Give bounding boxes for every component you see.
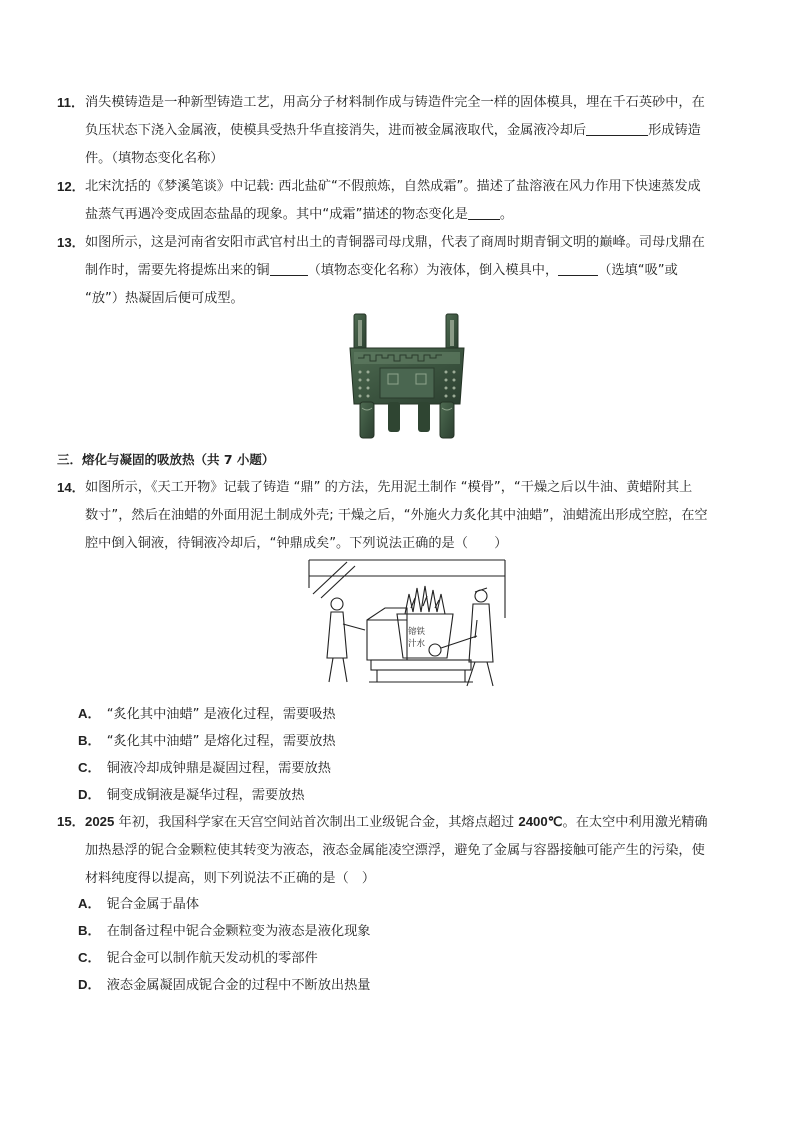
question-number: 15． [57, 814, 85, 829]
option-b[interactable] [78, 921, 370, 942]
temperature-text: 2400℃ [518, 814, 563, 829]
option-a[interactable] [78, 894, 199, 915]
question-text-line: 件。（填物态变化名称） [85, 151, 224, 166]
option-letter: B． [78, 923, 101, 938]
question-text-line: “放”）热凝固后便可成型。 [85, 291, 244, 306]
question-number: 14． [57, 480, 85, 495]
year-text: 2025 [85, 814, 115, 829]
question-text-line: 数寸”，然后在油蜡的外面用泥土制成外壳; 干燥之后，“外施火力炙化其中油蜡”，油蜡流出形成空腔，在空 [85, 508, 708, 523]
option-text: “炙化其中油蜡” 是液化过程，需要吸热 [106, 707, 336, 722]
bronze-ding-illustration [348, 312, 466, 442]
option-letter: A． [78, 896, 101, 911]
question-text-line: 如图所示，《天工开物》记载了铸造 “鼎” 的方法，先用泥土制作 “模骨”，“干燥之后以牛油、黄蜡附其上 [85, 480, 693, 495]
text-span: 。 [499, 207, 514, 222]
option-letter: D． [78, 977, 101, 992]
answer-blank[interactable] [586, 121, 648, 136]
option-c[interactable] [78, 948, 318, 969]
question-14 [57, 474, 747, 558]
question-number: 11． [57, 95, 85, 110]
question-text-line [57, 257, 747, 285]
option-letter: C． [78, 950, 101, 965]
option-text: 铌合金属于晶体 [106, 897, 200, 912]
option-letter: D． [78, 787, 101, 802]
option-text: 铌合金可以制作航天发动机的零部件 [106, 951, 318, 966]
text-span: 负压状态下浇入金属液，使模具受热升华直接消失，进而被金属液取代，金属液冷却后 [85, 123, 587, 138]
option-d[interactable] [78, 975, 370, 996]
question-text-line: 北宋沈括的《梦溪笔谈》中记载: 西北盐矿“不假煎炼，自然成霜”。描述了盐溶液在风力作用下快速蒸发成 [85, 179, 701, 194]
option-d[interactable] [78, 785, 305, 806]
option-text: “炙化其中油蜡” 是熔化过程，需要放热 [106, 734, 336, 749]
option-letter: A． [78, 706, 101, 721]
question-text-line: 消失模铸造是一种新型铸造工艺，用高分子材料制作成与铸造件完全一样的固体模具，埋在千石英砂中，在 [85, 95, 705, 110]
option-text: 液态金属凝固成铌合金的过程中不断放出热量 [106, 978, 371, 993]
text-span: （填物态变化名称）为液体，倒入模具中， [307, 263, 559, 278]
question-text-line [57, 201, 747, 229]
bronze-ding-image [348, 312, 466, 442]
question-number: 13． [57, 235, 85, 250]
text-span: 形成铸造 [648, 123, 701, 138]
casting-illustration [307, 558, 507, 692]
option-letter: C． [78, 760, 101, 775]
option-b[interactable] [78, 731, 336, 752]
text-span: （选填“吸”或 [598, 263, 678, 278]
text-span: 。在太空中利用激光精确 [562, 815, 708, 830]
question-text-line [57, 808, 747, 837]
answer-blank[interactable] [270, 261, 308, 276]
question-text-line: 如图所示，这是河南省安阳市武官村出土的青铜器司母戊鼎，代表了商周时期青铜文明的巅峰。司母戊鼎在 [85, 235, 705, 250]
question-text-line: 加热悬浮的铌合金颗粒使其转变为液态，液态金属能凌空漂浮，避免了金属与容器接触可能产生的污染，使 [85, 843, 705, 858]
text-span: 制作时，需要先将提炼出来的铜 [85, 263, 270, 278]
question-12 [57, 173, 747, 229]
woodcut-casting-scene [307, 558, 507, 692]
question-text-line [57, 117, 747, 145]
answer-blank[interactable] [558, 261, 598, 276]
question-11 [57, 89, 747, 173]
furnace-label: 汁水 [408, 639, 426, 649]
option-text: 铜液冷却成钟鼎是凝固过程，需要放热 [106, 761, 331, 776]
question-text-line: 腔中倒入铜液，待铜液冷却后，“钟鼎成矣”。下列说法正确的是（ ） [85, 536, 508, 551]
question-13 [57, 229, 747, 313]
option-letter: B． [78, 733, 101, 748]
question-text-line: 材料纯度得以提高，则下列说法不正确的是（ ） [85, 871, 376, 886]
option-a[interactable] [78, 704, 336, 725]
option-text: 铜变成铜液是凝华过程，需要放热 [106, 788, 305, 803]
question-number: 12． [57, 179, 85, 194]
option-text: 在制备过程中铌合金颗粒变为液态是液化现象 [106, 924, 371, 939]
furnace-label: 镕铁 [408, 627, 426, 637]
question-15 [57, 808, 747, 893]
text-span: 盐蒸气再遇冷变成固态盐晶的现象。其中“成霜”描述的物态变化是 [85, 207, 468, 222]
text-span: 年初，我国科学家在天宫空间站首次制出工业级铌合金，其熔点超过 [114, 815, 519, 830]
option-c[interactable] [78, 758, 331, 779]
section-heading: 三．熔化与凝固的吸放热（共 7 小题） [57, 452, 275, 467]
answer-blank[interactable] [468, 205, 500, 220]
